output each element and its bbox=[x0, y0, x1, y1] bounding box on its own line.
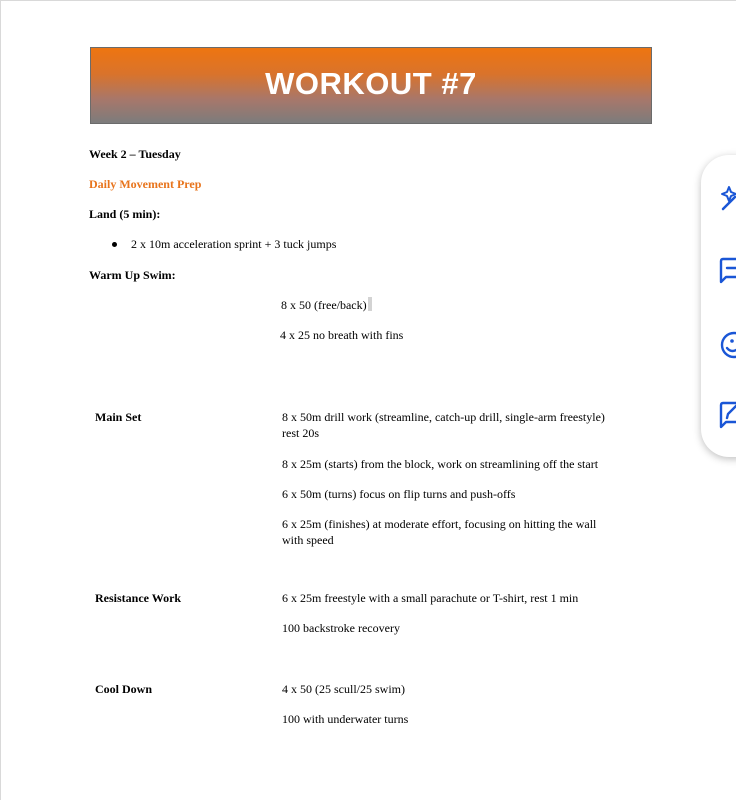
warmup-heading: Warm Up Swim: bbox=[89, 268, 176, 282]
text-cursor bbox=[368, 297, 372, 311]
document-title: WORKOUT #7 bbox=[265, 65, 477, 101]
magic-edit-icon[interactable] bbox=[719, 185, 736, 211]
main-set-item: 6 x 25m (finishes) at moderate effort, focusing on hitting the wall with speed bbox=[282, 517, 597, 547]
suggest-edit-icon[interactable] bbox=[719, 400, 736, 426]
warmup-item-text: 8 x 50 (free/back) bbox=[281, 298, 367, 312]
main-set-item: 8 x 25m (starts) from the block, work on streamlining off the start bbox=[282, 457, 599, 471]
warmup-item: 4 x 25 no breath with fins bbox=[280, 328, 404, 342]
land-item: 2 x 10m acceleration sprint + 3 tuck jumps bbox=[131, 237, 337, 251]
main-set-label: Main Set bbox=[95, 410, 142, 424]
resistance-item: 100 backstroke recovery bbox=[282, 621, 400, 635]
main-set-item: 8 x 50m drill work (streamline, catch-up drill, single-arm freestyle) rest 20s bbox=[282, 410, 605, 440]
emoji-icon[interactable] bbox=[719, 330, 736, 356]
add-comment-icon[interactable] bbox=[719, 256, 736, 282]
week-heading: Week 2 – Tuesday bbox=[89, 147, 181, 161]
resistance-label: Resistance Work bbox=[95, 591, 182, 605]
cooldown-item: 4 x 50 (25 scull/25 swim) bbox=[282, 682, 405, 696]
main-set-item: 6 x 50m (turns) focus on flip turns and push-offs bbox=[282, 487, 516, 501]
cooldown-label: Cool Down bbox=[95, 682, 153, 696]
cooldown-item: 100 with underwater turns bbox=[282, 712, 409, 726]
prep-heading: Daily Movement Prep bbox=[89, 177, 202, 191]
bullet-dot bbox=[112, 242, 117, 247]
resistance-item: 6 x 25m freestyle with a small parachute or T-shirt, rest 1 min bbox=[282, 591, 579, 605]
warmup-item bbox=[281, 297, 372, 313]
floating-side-panel bbox=[701, 155, 736, 457]
title-banner bbox=[90, 47, 652, 124]
land-heading: Land (5 min): bbox=[89, 207, 161, 221]
